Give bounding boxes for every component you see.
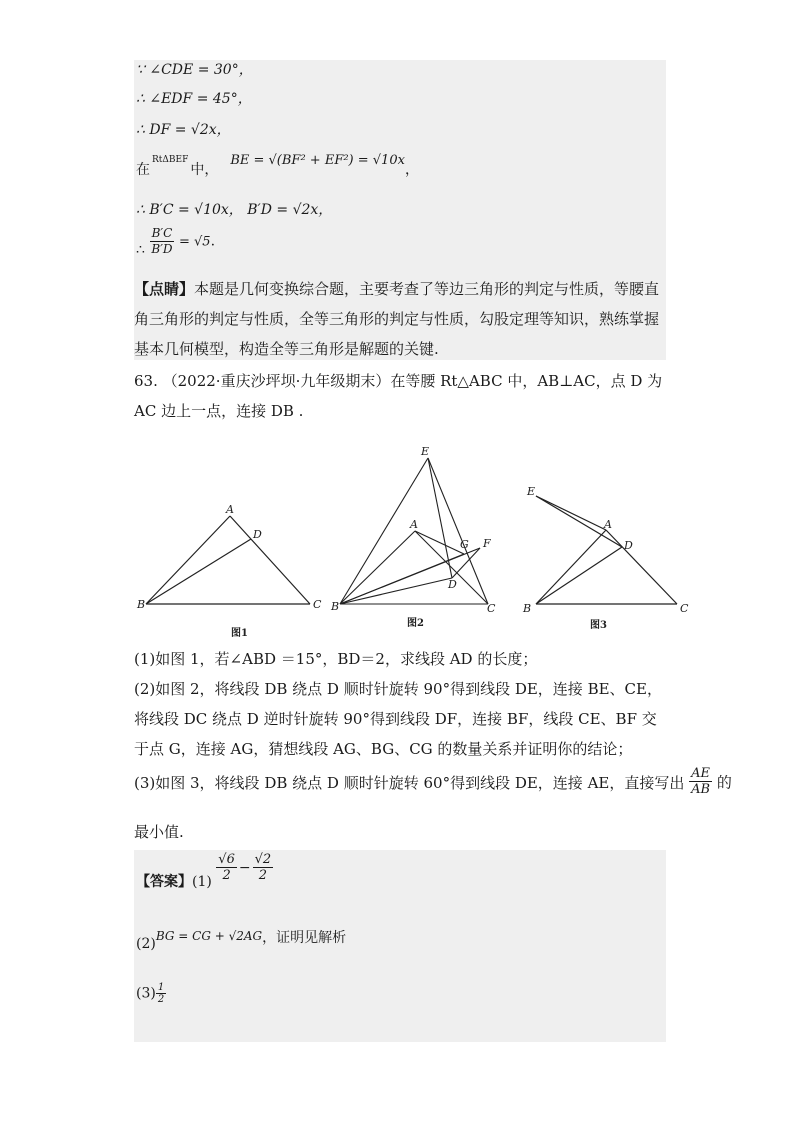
fig2-label-c: C: [487, 602, 496, 615]
answer-2-label: (2): [136, 936, 156, 952]
figures-area: [0, 440, 800, 640]
sqrt2-over-2: [253, 852, 274, 883]
question-2: (2)如图 2，将线段 DB 绕点 D 顺时针旋转 90°得到线段 DE，连接 BE、CE，将线段 DC 绕点 D 逆时针旋转 90°得到线段 DF，连接 BF，线段 CE、BF 交于点 G，连接 AG，猜想线段 AG、BG、CG 的数量关系并证明你的结论；: [134, 680, 662, 758]
solution-line-4-mid: 中，: [190, 162, 219, 178]
fig2-label-e: E: [421, 445, 430, 458]
ratio-rhs: = √5: [179, 234, 211, 250]
fig3-segment-ea: [536, 496, 606, 530]
fig1-label-a: A: [226, 503, 234, 516]
solution-line-3: ∴ DF = √2x，: [136, 122, 231, 138]
answer-3-label: (3): [136, 985, 156, 1002]
den-2a: 2: [222, 868, 231, 883]
fig3-segment-bd: [536, 547, 622, 604]
question-1: (1)如图 1，若∠ABD ＝15°，BD＝2，求线段 AD 的长度；: [134, 650, 538, 668]
fig2-segment-ac: [415, 531, 488, 604]
fig2-label-f: F: [483, 537, 491, 550]
fig3-segment-ac: [606, 530, 677, 604]
solution-line-4: [136, 150, 419, 178]
answer-1-label: (1): [192, 873, 212, 890]
question-3-end: 的: [716, 773, 732, 792]
sqrt6: √6: [218, 852, 235, 867]
problem-intro: 63. （2022·重庆沙坪坝·九年级期末）在等腰 Rt△ABC 中，AB⊥AC，点 D 为 AC 边上一点，连接 DB .: [134, 372, 663, 420]
solution-line-1: ∵ ∠CDE = 30°，: [136, 62, 253, 78]
solution-line-5: ∴ B′C = √10x， B′D = √2x，: [136, 202, 333, 218]
triangle-label: RtΔBEF: [152, 155, 189, 165]
line-6-end: .: [210, 233, 216, 250]
two: 2: [157, 994, 165, 1005]
fig3-label-c: C: [680, 602, 689, 615]
ae-numerator: AE: [691, 766, 711, 781]
question-3-line-2: 最小值.: [134, 823, 184, 841]
be-formula: BE = √(BF² + EF²) = √10x: [230, 153, 405, 168]
figure-2: [340, 458, 488, 604]
fig1-caption: 图1: [231, 628, 248, 639]
ae-ab-fraction: [689, 766, 712, 797]
question-3-text: (3)如图 3，将线段 DB 绕点 D 顺时针旋转 60°得到线段 DE，连接 AE，直接写出: [134, 773, 685, 792]
bg-formula: BG = CG + √2AG: [155, 929, 263, 943]
solution-line-4-pre: 在: [136, 162, 150, 178]
fig1-label-c: C: [313, 598, 322, 611]
comment-text: 本题是几何变换综合题，主要考查了等边三角形的判定与性质，等腰直角三角形的判定与性质，全等三角形的判定与性质，勾股定理等知识，熟练掌握基本几何模型，构造全等三角形是解题的关键.: [134, 280, 660, 358]
ratio-denominator: B′D: [151, 242, 173, 256]
den-2b: 2: [258, 868, 268, 883]
fig2-label-b: B: [331, 600, 340, 613]
answer-2-text: ，证明见解析: [262, 930, 347, 946]
comment-tag: 【点睛】: [134, 280, 195, 298]
ratio-numerator: B′C: [151, 226, 173, 240]
sqrt2: √2: [254, 852, 272, 867]
ratio-fraction: [149, 226, 174, 257]
therefore-symbol: ∴: [136, 241, 145, 258]
answer-3: [136, 982, 166, 1012]
one: 1: [157, 982, 165, 993]
answer-1: [136, 852, 273, 892]
fig3-label-d: D: [624, 539, 633, 552]
fig3-label-b: B: [523, 602, 532, 615]
one-half: [156, 982, 166, 1005]
answer-2: [136, 928, 346, 952]
minus-sign: −: [238, 859, 251, 876]
solution-line-4-post: ，: [404, 162, 419, 178]
fig2-segment-ag: [415, 531, 464, 554]
solution-line-6: [136, 226, 215, 262]
fig1-label-b: B: [137, 598, 146, 611]
fig3-label-a: A: [604, 518, 612, 531]
fig3-caption: 图3: [590, 620, 607, 631]
solution-line-2: ∴ ∠EDF = 45°，: [136, 91, 252, 107]
question-3: [134, 768, 732, 808]
fig3-segment-ba: [536, 530, 606, 604]
ab-denominator: AB: [691, 782, 711, 797]
fig2-label-a: A: [410, 518, 418, 531]
fig2-segment-ec: [428, 458, 488, 604]
figure-3: [536, 496, 677, 604]
fig1-segment-ac: [230, 516, 310, 604]
fig2-caption: 图2: [407, 618, 424, 629]
fig2-label-g: G: [460, 538, 469, 551]
figure-1: [146, 516, 310, 604]
fig2-label-d: D: [448, 578, 457, 591]
comment-paragraph: [134, 274, 666, 364]
fig3-label-e: E: [527, 485, 536, 498]
sqrt6-over-2: [216, 852, 237, 883]
answer-tag: 【答案】: [136, 873, 192, 890]
fig1-label-d: D: [253, 528, 262, 541]
